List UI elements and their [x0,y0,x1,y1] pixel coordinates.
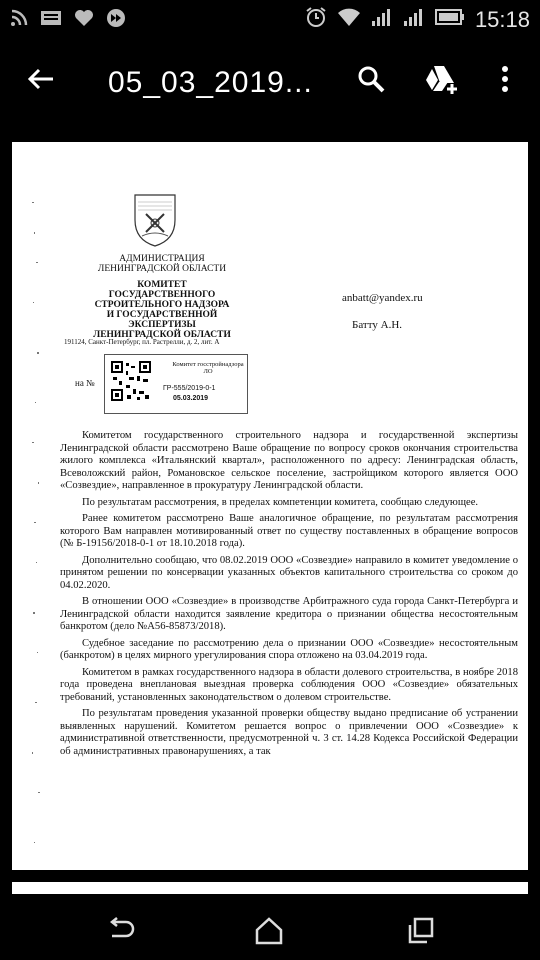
org-line: СТРОИТЕЛЬНОГО НАДЗОРА [94,300,230,310]
letter-paragraph: Ранее комитетом рассмотрено Ваше аналогичное обращение, по результатам рассмотрения которого Вам направлен мотивированный ответ по существу поставленных в обращение вопросов (№ Б-19156/2018-0-1 от 18.10.2018 года). [60,513,518,549]
home-nav-icon[interactable] [254,916,284,951]
overflow-menu-icon[interactable] [500,64,510,99]
system-icons [305,6,530,33]
org-line: ЛЕНИНГРАДСКОЙ ОБЛАСТИ [97,264,227,274]
search-icon[interactable] [356,64,386,99]
signal-icon [10,9,28,32]
stamp-org: Комитет госстройнадзора ЛО [172,361,244,375]
letter-paragraph: Судебное заседание по рассмотрению дела о признании ООО «Созвездие» несостоятельным (банкротом) в целях мирного урегулирования спора отложено на 03.04.2019 года. [60,637,518,661]
stamp-number: ГР-555/2019-0-1 [163,385,216,392]
org-header [72,254,252,340]
recipient-name: Батту А.Н. [352,319,403,331]
document-title: 05_03_2019... [108,66,313,99]
recipient-email: anbatt@yandex.ru [342,292,423,304]
registration-stamp [104,354,248,414]
org-address: 191124, Санкт-Петербург, пл. Растрелли, д. 2, лит. А [64,338,220,346]
notification-icons [10,8,126,33]
navigation-bar [0,902,540,960]
letter-paragraph: Комитетом государственного строительного надзора и государственной экспертизы Ленинградской области рассмотрено Ваше обращение по вопросу сроков окончания строительства жилого комплекса «Итальянский квартал», расположенного по адресу: Ленинградская область, Всеволожский район, Романовское сельское поселение, застройщиком которого является ООО «Созвездие», направленное в прокуратуру Ленинградской области. [60,430,518,491]
letter-body [60,430,518,762]
document-page [12,142,528,870]
letter-paragraph: Комитетом в рамках государственного надзора в области долевого строительства, в ноябре 2018 года проведена внеплановая выездная проверка соблюдения ООО «Созвездие» обязательных требований, установленных законодательством о долевом строительстве. [60,666,518,703]
clock: 15:18 [474,6,530,32]
gallery-icon [40,9,62,32]
cell-signal-icon [371,7,393,32]
skip-icon [106,8,126,33]
org-line: КОМИТЕТ [137,280,187,290]
qr-code [111,361,151,401]
drive-add-icon[interactable] [424,64,458,99]
alarm-icon [305,6,327,33]
org-line: АДМИНИСТРАЦИЯ [119,254,205,264]
org-line: И ГОСУДАРСТВЕННОЙ ЭКСПЕРТИЗЫ [106,310,218,330]
letter-paragraph: По результатам рассмотрения, в пределах компетенции комитета, сообщаю следующее. [82,496,479,508]
back-arrow-icon[interactable] [26,64,56,99]
letter-paragraph: Дополнительно сообщаю, что 08.02.2019 ООО «Созвездие» направило в комитет уведомление о принятом решении по консервации указанных объектов капитального строительства со сроком до 04.02.2020. [60,554,518,591]
reference-number-label: на № [75,378,95,388]
stamp-date: 05.03.2019 [173,395,209,402]
coat-of-arms-emblem [132,192,178,248]
org-line: ЛЕНИНГРАДСКОЙ ОБЛАСТИ [93,330,231,340]
battery-icon [435,8,465,31]
back-nav-icon[interactable] [106,916,136,949]
heart-icon [74,9,94,32]
app-bar [0,38,540,130]
wifi-icon [337,7,361,32]
status-bar [0,0,540,38]
letter-paragraph: В отношении ООО «Созвездие» в производстве Арбитражного суда города Санкт-Петербурга и Ленинградской области находится заявление кредитора о признании общества несостоятельным банкротом (дело №А56-85873/2018). [60,596,518,632]
org-line: ГОСУДАРСТВЕННОГО [108,290,216,300]
cell-signal-icon [403,7,425,32]
scan-noise [12,142,52,870]
letter-paragraph: По результатам проведения указанной проверки обществу выдано предписание об устранении выявленных нарушений. Комитетом решается вопрос о привлечении ООО «Созвездие» к административной ответственности, предусмотренной ч. 3 ст. 14.28 Кодекса Российской Федерации об административных правонарушениях, а так [60,708,518,757]
document-viewer[interactable] [0,130,540,902]
next-page-edge [12,882,528,894]
recents-nav-icon[interactable] [406,916,436,951]
